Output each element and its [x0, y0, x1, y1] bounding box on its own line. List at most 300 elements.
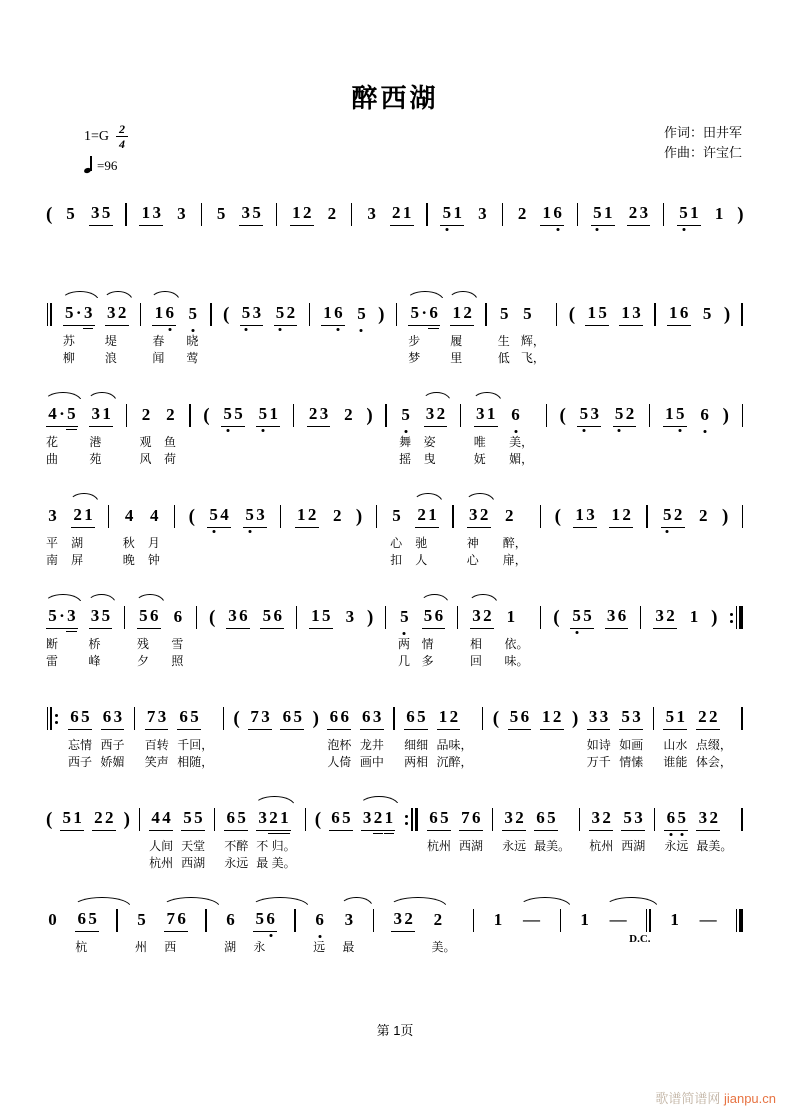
note: 7 6 [164, 909, 188, 932]
paren-glyph: ( [559, 405, 566, 426]
slur-arc [413, 493, 443, 503]
barline-bar [578, 794, 581, 872]
lyric-syllable: 相随， [177, 755, 214, 769]
note: 5 [499, 304, 509, 323]
barline [47, 707, 59, 730]
lyric-syllable: 西子 [100, 738, 125, 752]
note: 7 6 [459, 808, 483, 831]
paren-glyph: ( [314, 809, 322, 830]
barline [196, 606, 197, 629]
barline [385, 606, 386, 629]
barline-bar [501, 189, 504, 233]
barline [654, 808, 655, 831]
note-group [589, 794, 613, 872]
note-group [587, 693, 611, 771]
note: — [522, 910, 540, 929]
lyric-syllable: 杭州 [149, 856, 174, 870]
note-group [476, 189, 489, 233]
open-paren [46, 189, 52, 233]
note: 5 [702, 304, 712, 323]
note: 7 3 [145, 707, 169, 730]
note-group [408, 289, 440, 367]
note: 5 6 [253, 909, 277, 932]
lyric-syllable: 谁能 [663, 755, 688, 769]
lyric-syllable: 履 [450, 334, 463, 348]
note-group [309, 592, 333, 670]
note: 6 5 [75, 909, 99, 932]
note: 5 [66, 204, 75, 223]
barline [426, 203, 427, 226]
lyric-syllable: 美， [509, 435, 534, 449]
note-group [627, 189, 651, 233]
note-group [619, 693, 643, 771]
note: 6 5 [68, 707, 92, 730]
note: 1 3 [619, 303, 643, 326]
lyric-syllable: 回 [470, 654, 483, 668]
barline-bar [279, 491, 282, 569]
lyric-syllable: 秋 [122, 536, 135, 550]
note-group [307, 390, 331, 468]
note-group [661, 491, 685, 569]
lyric-syllable: 最 [342, 940, 355, 954]
barline [140, 303, 141, 326]
barline-bar [304, 794, 307, 872]
note-group [331, 491, 344, 569]
slur-arc [69, 493, 99, 503]
lyric-syllable: 山水 [663, 738, 688, 752]
open-paren [223, 289, 229, 367]
note-group [89, 189, 113, 233]
note-group [243, 491, 267, 569]
barline [210, 303, 211, 326]
watermark-link[interactable]: jianpu.cn [723, 1091, 776, 1106]
note: 1 [493, 910, 503, 929]
note-group [503, 491, 527, 569]
score-line-4 [46, 491, 744, 569]
note: — [609, 910, 627, 929]
lyric-syllable: 心 [466, 553, 479, 567]
repeat-dots [405, 808, 408, 831]
barline-bar [209, 289, 212, 367]
lyric-syllable: 体会， [695, 755, 732, 769]
lyric-syllable: 美。 [431, 940, 456, 954]
note: 1 2 [437, 707, 461, 730]
barline-bar [576, 189, 579, 233]
note: 5 · 3 [63, 303, 95, 326]
lyric-syllable: 醉， [502, 536, 527, 550]
note-group [89, 390, 113, 468]
note: 5 4 [207, 505, 231, 528]
lyric-syllable: 平 [46, 536, 59, 550]
barline [646, 505, 647, 528]
slur-arc [135, 594, 165, 604]
score-line-1 [46, 189, 744, 233]
paren-glyph: ) [722, 405, 729, 426]
slur-arc [162, 897, 220, 907]
barline [540, 606, 541, 629]
lyric-syllable: 永远 [502, 839, 527, 853]
note: 5 3 [240, 303, 264, 326]
lyric-syllable: 曲 [46, 452, 59, 466]
lyric-syllable: 桥 [88, 637, 101, 651]
lyric-syllable: 风 [139, 452, 152, 466]
barline [396, 303, 397, 326]
note: 5 [523, 304, 532, 323]
note: 1 2 [290, 203, 314, 226]
note: 5 [357, 304, 366, 323]
barline [646, 909, 651, 932]
barline-bar [375, 491, 378, 569]
note-group [390, 491, 403, 569]
note: 3 [367, 204, 376, 223]
barline [473, 909, 474, 932]
lyric-syllable: 味。 [504, 654, 529, 668]
lyric-syllable: 远 [313, 940, 326, 954]
note: 3 1 [474, 404, 498, 427]
barline [201, 203, 202, 226]
note-group [399, 390, 412, 468]
lyric-syllable: 杭州 [589, 839, 614, 853]
close-paren [313, 693, 319, 771]
note-group [365, 189, 378, 233]
paren-glyph: ( [554, 506, 561, 527]
slur-arc [468, 594, 498, 604]
note: 1 [506, 607, 516, 626]
note: 3 2 [391, 909, 415, 932]
note: 3 2 1 [256, 808, 291, 831]
note-group [474, 390, 498, 468]
lyric-syllable: 西湖 [621, 839, 646, 853]
paren-glyph: ) [723, 304, 731, 325]
lyric-syllable: 多 [421, 654, 434, 668]
barline-bar [662, 189, 665, 233]
note: 1 5 [585, 303, 609, 326]
barline [741, 808, 742, 831]
note-group [653, 592, 677, 670]
note-group [137, 592, 161, 670]
slur-arc [61, 291, 99, 301]
note-group [239, 189, 263, 233]
note: 3 2 [696, 808, 720, 831]
note: 3 [478, 204, 487, 223]
close-paren [711, 592, 717, 670]
lyric-syllable: 永远 [224, 856, 249, 870]
note: 5 1 [677, 203, 701, 226]
note-group [63, 289, 95, 367]
barline [373, 909, 374, 932]
note: 0 [48, 910, 57, 929]
lyric-syllable: 辉， [520, 334, 545, 348]
tempo [84, 155, 128, 174]
note-group [534, 794, 570, 872]
note: 6 5 [280, 707, 304, 730]
note-group [459, 794, 483, 872]
barline-bar [138, 794, 141, 872]
score-line-6 [46, 693, 744, 771]
close-paren [366, 390, 372, 468]
lyric-syllable: 低 [497, 351, 510, 365]
note-group [46, 895, 59, 956]
note: 3 2 [470, 606, 494, 629]
lyric-syllable: 姿 [423, 435, 436, 449]
note: 5 [137, 910, 146, 929]
note: 1 2 [295, 505, 319, 528]
note-group [342, 895, 355, 956]
note: 2 2 [92, 808, 116, 831]
note-group [329, 794, 353, 872]
lyric-syllable: 细细 [404, 738, 429, 752]
lyric-syllable: 春 [152, 334, 165, 348]
note-group [68, 693, 92, 771]
barline [452, 505, 453, 528]
barline [577, 203, 578, 226]
paren-glyph: ) [571, 708, 579, 729]
lyric-syllable: 港 [89, 435, 102, 449]
note: 3 2 [653, 606, 677, 629]
barline-bar [350, 189, 353, 233]
note: 2 1 [415, 505, 439, 528]
note-group [585, 289, 609, 367]
note-group [92, 794, 116, 872]
lyric-syllable: 娇媚 [100, 755, 125, 769]
lyric-syllable: 月 [147, 536, 160, 550]
note: 6 3 [101, 707, 125, 730]
note-group [440, 189, 464, 233]
barline-bar [451, 491, 454, 569]
note: 5 [400, 607, 409, 626]
note-group [46, 491, 59, 569]
note: 5 6 [137, 606, 161, 629]
lyric-syllable: 人倚 [327, 755, 352, 769]
note-group [697, 895, 718, 956]
note: 4 · 5 [46, 404, 78, 427]
note: 5 6 [508, 707, 532, 730]
note-group [696, 693, 732, 771]
note: 5 1 [256, 404, 280, 427]
slur-arc [340, 897, 372, 907]
note-group [105, 289, 129, 367]
score-header [0, 115, 790, 179]
tempo-value: =96 [97, 158, 118, 173]
lyric-syllable: 雷 [46, 654, 59, 668]
barline-bar [545, 390, 548, 468]
note-group [677, 189, 701, 233]
barline [393, 707, 394, 730]
barline-repL [46, 693, 60, 771]
note: 6 5 [177, 707, 201, 730]
note: 5 1 [60, 808, 84, 831]
note: 1 2 [450, 303, 474, 326]
note-group [260, 592, 284, 670]
paren-glyph: ( [46, 809, 53, 830]
slur-arc [519, 897, 571, 907]
lyric-syllable: 生 [497, 334, 510, 348]
note: 2 3 [627, 203, 651, 226]
note-group [139, 189, 163, 233]
note: 5 5 [570, 606, 594, 629]
barline [492, 808, 493, 831]
barline [108, 505, 109, 528]
barline [376, 505, 377, 528]
note: 2 [327, 204, 337, 223]
barline [205, 909, 206, 932]
note: 3 2 [589, 808, 613, 831]
slur-arc [87, 594, 117, 604]
note-group [663, 390, 687, 468]
barline [741, 707, 742, 730]
note: 2 2 [696, 707, 720, 730]
note-group [186, 289, 199, 367]
note: 5 2 [274, 303, 298, 326]
note-group [290, 189, 314, 233]
barline-bar [292, 390, 295, 468]
lyric-syllable: 州 [135, 940, 148, 954]
paren-glyph: ( [223, 304, 230, 325]
note: 7 3 [248, 707, 272, 730]
open-paren [189, 491, 195, 569]
barline [579, 808, 580, 831]
paren-glyph: ) [366, 607, 374, 628]
note-group [398, 592, 411, 670]
note-group [570, 592, 594, 670]
lyric-syllable: 西湖 [181, 856, 206, 870]
slur-arc [359, 796, 400, 806]
note-group [492, 895, 505, 956]
note: 1 6 [667, 303, 691, 326]
lyric-syllable: 相 [470, 637, 483, 651]
quarter-note-icon [84, 155, 95, 174]
barline-bar [295, 592, 298, 670]
barline [214, 808, 215, 831]
score-line-5 [46, 592, 744, 670]
barline-bar [222, 693, 225, 771]
note-group [46, 592, 78, 670]
lyric-syllable: 里 [450, 351, 463, 365]
score-line-2 [46, 289, 744, 367]
note-group [613, 390, 637, 468]
lyric-syllable: 飞， [520, 351, 545, 365]
barline-bar [653, 289, 656, 367]
barline-dbar [46, 289, 53, 367]
barline [729, 606, 743, 629]
barline [556, 303, 557, 326]
note: 5 [401, 405, 410, 424]
slur-arc [44, 594, 82, 604]
note: 1 6 [540, 203, 564, 226]
open-paren [46, 794, 52, 872]
note: 3 3 [587, 707, 611, 730]
lyric-syllable: 最美。 [696, 839, 733, 853]
lyric-syllable: 永 [253, 940, 266, 954]
close-paren [356, 491, 362, 569]
note: 5 · 6 [408, 303, 440, 326]
paren-glyph: ) [312, 708, 319, 729]
lyric-syllable: 残 [136, 637, 149, 651]
note-group [280, 693, 304, 771]
barline-bar [740, 794, 743, 872]
note-group [327, 693, 351, 771]
note-group [321, 289, 345, 367]
note-group [224, 794, 248, 872]
lyric-syllable: 浪 [104, 351, 117, 365]
lyric-syllable: 峰 [88, 654, 101, 668]
score-line-3 [46, 390, 744, 468]
lyric-syllable: 摇 [399, 452, 412, 466]
barline-bar [200, 189, 203, 233]
lyric-syllable: 晚 [122, 553, 135, 567]
lyric-syllable: 雪 [171, 637, 184, 651]
note-group [256, 390, 280, 468]
lyric-syllable: 西 [164, 940, 177, 954]
note: 6 [226, 910, 235, 929]
note: 1 6 [152, 303, 176, 326]
note-group [60, 794, 84, 872]
note: 6 5 [224, 808, 248, 831]
note-group [361, 794, 396, 872]
open-paren [493, 693, 499, 771]
lyric-syllable: 鱼 [163, 435, 176, 449]
lyric-syllable: 湖 [71, 536, 84, 550]
note: 1 2 [540, 707, 564, 730]
barline [124, 606, 125, 629]
open-paren [209, 592, 215, 670]
note-group [591, 189, 615, 233]
note-group [422, 592, 446, 670]
note: 6 [315, 910, 324, 929]
lyric-syllable: 千回， [177, 738, 214, 752]
lyric-syllable: 曳 [423, 452, 436, 466]
barline-bar [472, 895, 475, 956]
note: 5 2 [661, 505, 685, 528]
paren-glyph: ) [366, 405, 373, 426]
slur-arc [254, 796, 295, 806]
note-group [619, 289, 643, 367]
paren-glyph: ) [378, 304, 385, 325]
note: 5 3 [577, 404, 601, 427]
note: 3 1 [89, 404, 113, 427]
barline [351, 203, 352, 226]
open-paren [560, 390, 566, 468]
note: 6 5 [534, 808, 558, 831]
open-paren [233, 693, 239, 771]
note: 5 6 [260, 606, 284, 629]
note: 5 2 [613, 404, 637, 427]
credits [664, 123, 742, 163]
barline [280, 505, 281, 528]
note-group [256, 794, 295, 872]
barline [125, 203, 126, 226]
barline [134, 707, 135, 730]
note: 2 [517, 204, 527, 223]
barline-bar [173, 491, 176, 569]
note-group [467, 491, 491, 569]
paren-glyph: ( [492, 708, 500, 729]
note: 5 5 [181, 808, 205, 831]
note-group [498, 289, 511, 367]
barline-bar [740, 693, 743, 771]
barline-bar [491, 794, 494, 872]
note-group [697, 491, 710, 569]
slur-arc [87, 392, 117, 402]
note: 6 [700, 405, 709, 424]
lyric-syllable: 晓 [186, 334, 199, 348]
barline [742, 404, 743, 427]
barline [649, 404, 650, 427]
barline [742, 505, 743, 528]
note-group [437, 693, 473, 771]
note: 1 [714, 204, 724, 223]
score [0, 189, 790, 956]
